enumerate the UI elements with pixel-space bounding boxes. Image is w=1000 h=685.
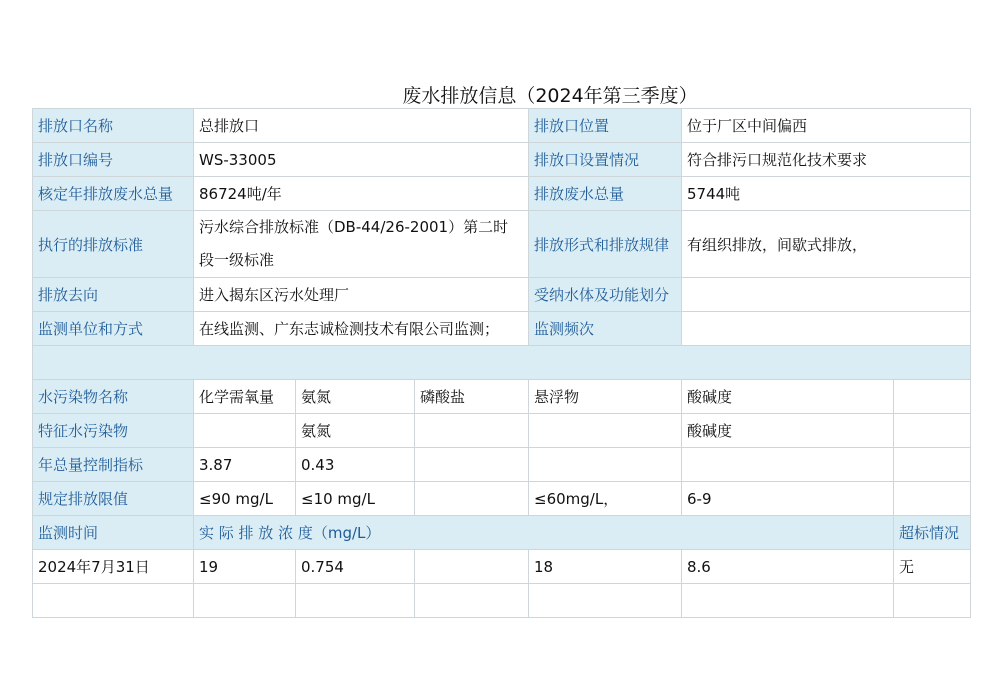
feature-pollutant-label: 特征水污染物	[33, 414, 194, 448]
discharge-info-table	[32, 108, 971, 618]
result-cell: 无	[894, 550, 971, 584]
table-row	[33, 177, 971, 211]
monitoring-freq-value	[682, 312, 971, 346]
result-cell: 0.754	[296, 550, 415, 584]
monitoring-freq-label: 监测频次	[529, 312, 682, 346]
result-cell	[682, 584, 894, 618]
emission-limit-cell	[894, 482, 971, 516]
feature-pollutant-cell: 氨氮	[296, 414, 415, 448]
annual-limit-cell: 0.43	[296, 448, 415, 482]
standard-value: 污水综合排放标准（DB-44/26-2001）第二时段一级标准	[194, 211, 529, 278]
result-cell	[415, 550, 529, 584]
feature-pollutant-cell	[415, 414, 529, 448]
discharge-mode-label: 排放形式和排放规律	[529, 211, 682, 278]
result-cell	[194, 584, 296, 618]
monitoring-time-label: 监测时间	[33, 516, 194, 550]
feature-pollutant-cell	[894, 414, 971, 448]
pollutant-name-cell: 悬浮物	[529, 380, 682, 414]
result-cell: 8.6	[682, 550, 894, 584]
table-row	[33, 482, 971, 516]
table-row	[33, 278, 971, 312]
outlet-location-value: 位于厂区中间偏西	[682, 109, 971, 143]
concentration-header: 实 际 排 放 浓 度（mg/L）	[194, 516, 894, 550]
annual-limit-cell	[894, 448, 971, 482]
table-row	[33, 448, 971, 482]
pollutant-name-cell: 酸碱度	[682, 380, 894, 414]
result-cell	[296, 584, 415, 618]
table-row	[33, 584, 971, 618]
result-cell: 19	[194, 550, 296, 584]
result-cell: 2024年7月31日	[33, 550, 194, 584]
annual-limit-cell	[529, 448, 682, 482]
outlet-code-label: 排放口编号	[33, 143, 194, 177]
result-cell	[529, 584, 682, 618]
table-row	[33, 516, 971, 550]
total-discharge-value: 5744吨	[682, 177, 971, 211]
outlet-name-value: 总排放口	[194, 109, 529, 143]
destination-label: 排放去向	[33, 278, 194, 312]
table-row	[33, 414, 971, 448]
table-row	[33, 109, 971, 143]
destination-value: 进入揭东区污水处理厂	[194, 278, 529, 312]
table-row	[33, 312, 971, 346]
receiving-water-value	[682, 278, 971, 312]
outlet-location-label: 排放口位置	[529, 109, 682, 143]
outlet-name-label: 排放口名称	[33, 109, 194, 143]
discharge-mode-value: 有组织排放，间歇式排放，	[682, 211, 971, 278]
pollutant-name-cell	[894, 380, 971, 414]
page-title: 废水排放信息（2024年第三季度）	[402, 85, 698, 107]
emission-limit-cell: ≤10 mg/L	[296, 482, 415, 516]
table-row	[33, 346, 971, 380]
outlet-setup-label: 排放口设置情况	[529, 143, 682, 177]
result-cell	[415, 584, 529, 618]
feature-pollutant-cell	[529, 414, 682, 448]
standard-label: 执行的排放标准	[33, 211, 194, 278]
pollutant-name-label: 水污染物名称	[33, 380, 194, 414]
result-cell	[33, 584, 194, 618]
table-row	[33, 143, 971, 177]
annual-limit-cell	[415, 448, 529, 482]
pollutant-name-cell: 氨氮	[296, 380, 415, 414]
emission-limit-cell: ≤90 mg/L	[194, 482, 296, 516]
pollutant-name-cell: 磷酸盐	[415, 380, 529, 414]
table-row	[33, 550, 971, 584]
table-row	[33, 380, 971, 414]
pollutant-name-cell: 化学需氧量	[194, 380, 296, 414]
outlet-code-value: WS-33005	[194, 143, 529, 177]
table-row	[33, 211, 971, 278]
receiving-water-label: 受纳水体及功能划分	[529, 278, 682, 312]
annual-limit-cell	[682, 448, 894, 482]
exceed-status-label: 超标情况	[894, 516, 971, 550]
annual-quota-label: 核定年排放废水总量	[33, 177, 194, 211]
section-divider	[33, 346, 971, 380]
feature-pollutant-cell	[194, 414, 296, 448]
total-discharge-label: 排放废水总量	[529, 177, 682, 211]
feature-pollutant-cell: 酸碱度	[682, 414, 894, 448]
annual-limit-cell: 3.87	[194, 448, 296, 482]
monitoring-unit-value: 在线监测、广东志诚检测技术有限公司监测；	[194, 312, 529, 346]
emission-limit-cell	[415, 482, 529, 516]
annual-quota-value: 86724吨/年	[194, 177, 529, 211]
emission-limit-label: 规定排放限值	[33, 482, 194, 516]
result-cell	[894, 584, 971, 618]
result-cell: 18	[529, 550, 682, 584]
monitoring-unit-label: 监测单位和方式	[33, 312, 194, 346]
outlet-setup-value: 符合排污口规范化技术要求	[682, 143, 971, 177]
annual-limit-label: 年总量控制指标	[33, 448, 194, 482]
emission-limit-cell: 6-9	[682, 482, 894, 516]
emission-limit-cell: ≤60mg/L，	[529, 482, 682, 516]
